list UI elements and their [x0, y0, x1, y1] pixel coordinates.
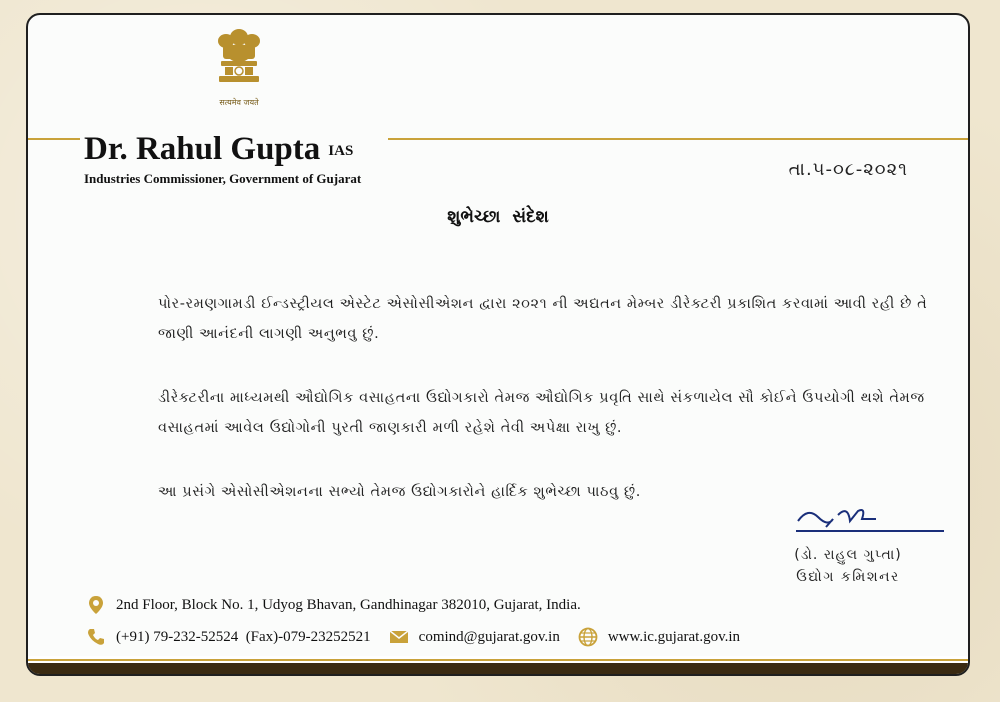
globe-icon	[578, 627, 598, 647]
email-link[interactable]: comind@gujarat.gov.in	[418, 628, 560, 645]
phone-text: (+91) 79-232-52524 (Fax)-079-23252521	[116, 628, 371, 645]
letter-date: તા.૫-૦૮-૨૦૨૧	[788, 159, 908, 180]
website-link[interactable]: www.ic.gujarat.gov.in	[607, 628, 741, 645]
signatory-title: ઉદ્યોગ કમિશનર	[796, 569, 900, 585]
letter-heading: શુભેચ્છા સંદેશ	[447, 207, 549, 227]
officer-suffix: IAS	[328, 143, 354, 159]
letter-paragraph-3: આ પ્રસંગે એસોસીએશનના સભ્યો તેમજ ઉદ્યોગકારોને હાર્દિક શુભેચ્છા પાઠવુ છું.	[158, 484, 641, 500]
phone-icon	[86, 627, 106, 647]
signature	[788, 497, 948, 537]
address-text: 2nd Floor, Block No. 1, Udyog Bhavan, Gandhinagar 382010, Gujarat, India.	[116, 596, 581, 613]
header-rule-left	[28, 138, 80, 140]
email-icon	[389, 627, 409, 647]
header-rule-right	[388, 138, 970, 140]
footer-band	[28, 656, 968, 674]
contact-line	[86, 627, 740, 647]
signatory-name: (ડો. રાહુલ ગુપ્તા)	[794, 547, 902, 563]
officer-name	[84, 131, 353, 168]
letterhead-card	[26, 13, 970, 676]
officer-designation: Industries Commissioner, Government of Gujarat	[84, 171, 362, 186]
letter-paragraph-2: ડીરેક્ટરીના માધ્યમથી ઔદ્યોગિક વસાહતના ઉદ્યોગકારો તેમજ ઔદ્યોગિક પ્રવૃતિ સાથે સંકળાયેલ સૌ કોઈને ઉપયોગી થશે તેમજ વસાહતમાં આવેલ ઉદ્યોગોની પુરતી જાણકારી મળી રહેશે તેવી અપેક્ષા રાખુ છું.	[158, 390, 925, 436]
emblem-caption: सत्यमेव जयते	[219, 98, 259, 107]
location-pin-icon	[86, 595, 106, 615]
address-line	[86, 595, 581, 615]
state-emblem	[211, 23, 267, 113]
letter-paragraph-1: પોર-રમણગામડી ઈન્ડસ્ટ્રીયલ એસ્ટેટ એસોસીએશન દ્વારા ૨૦૨૧ ની અદ્યતન મેમ્બર ડીરેક્ટરી પ્રકાશિત કરવામાં આવી રહી છે તે જાણી આનંદની લાગણી અનુભવુ છું.	[158, 296, 928, 342]
officer-name-text: Dr. Rahul Gupta	[84, 131, 321, 167]
